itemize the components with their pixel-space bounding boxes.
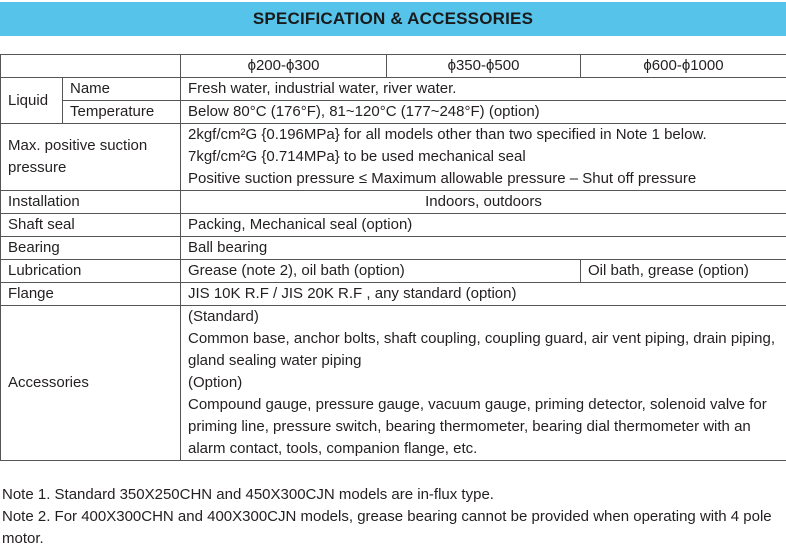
- notes-section: [2, 484, 784, 550]
- accessories-value: [181, 306, 786, 461]
- note-2: Note 2. For 400X300CHN and 400X300CJN models, grease bearing cannot be provided when operating with 4 pole motor.: [2, 508, 772, 547]
- bearing-label: Bearing: [1, 237, 181, 260]
- header-col-350-500: ϕ350-ϕ500: [387, 55, 581, 78]
- bearing-row: [1, 237, 786, 260]
- accessories-option-text: Compound gauge, pressure gauge, vacuum gauge, priming detector, solenoid valve for priming line, pressure switch, bearing thermometer, bearing dial thermometer with an alarm contact, tools, companion flange, etc.: [188, 396, 767, 457]
- lubrication-value-small: Grease (note 2), oil bath (option): [181, 260, 581, 283]
- accessories-row: [1, 306, 786, 461]
- suction-value: [181, 124, 786, 191]
- suction-label: Max. positive suction pressure: [1, 124, 181, 191]
- shaft-seal-row: [1, 214, 786, 237]
- lubrication-row: [1, 260, 786, 283]
- page-title: SPECIFICATION & ACCESSORIES: [252, 9, 534, 28]
- shaft-seal-value: Packing, Mechanical seal (option): [181, 214, 786, 237]
- accessories-standard-heading: (Standard): [188, 308, 259, 325]
- bearing-value: Ball bearing: [181, 237, 786, 260]
- suction-line-1: 2kgf/cm²G {0.196MPa} for all models other than two specified in Note 1 below.: [188, 126, 707, 143]
- liquid-name-value: Fresh water, industrial water, river water.: [181, 78, 786, 101]
- spec-table: [0, 54, 786, 461]
- note-1: Note 1. Standard 350X250CHN and 450X300CJN models are in-flux type.: [2, 486, 494, 503]
- lubrication-label: Lubrication: [1, 260, 181, 283]
- suction-row: [1, 124, 786, 191]
- accessories-standard-text: Common base, anchor bolts, shaft coupling, coupling guard, air vent piping, drain piping, gland sealing water piping: [188, 330, 776, 369]
- liquid-temp-row: [1, 101, 786, 124]
- title-banner: [0, 2, 786, 36]
- accessories-option-heading: (Option): [188, 374, 243, 391]
- installation-value: Indoors, outdoors: [181, 191, 786, 214]
- liquid-temp-label: Temperature: [63, 101, 181, 124]
- flange-row: [1, 283, 786, 306]
- installation-label: Installation: [1, 191, 181, 214]
- flange-label: Flange: [1, 283, 181, 306]
- installation-row: [1, 191, 786, 214]
- flange-value: JIS 10K R.F / JIS 20K R.F , any standard (option): [181, 283, 786, 306]
- header-col-200-300: ϕ200-ϕ300: [181, 55, 387, 78]
- header-empty-cell: [1, 55, 181, 78]
- liquid-name-label: Name: [63, 78, 181, 101]
- header-row: [1, 55, 786, 78]
- accessories-label: Accessories: [1, 306, 181, 461]
- liquid-label: Liquid: [1, 78, 63, 124]
- header-col-600-1000: ϕ600-ϕ1000: [581, 55, 786, 78]
- suction-line-3: Positive suction pressure ≤ Maximum allowable pressure – Shut off pressure: [188, 170, 697, 187]
- liquid-temp-value: Below 80°C (176°F), 81~120°C (177~248°F) (option): [181, 101, 786, 124]
- shaft-seal-label: Shaft seal: [1, 214, 181, 237]
- liquid-name-row: [1, 78, 786, 101]
- lubrication-value-large: Oil bath, grease (option): [581, 260, 786, 283]
- suction-line-2: 7kgf/cm²G {0.714MPa} to be used mechanical seal: [188, 148, 526, 165]
